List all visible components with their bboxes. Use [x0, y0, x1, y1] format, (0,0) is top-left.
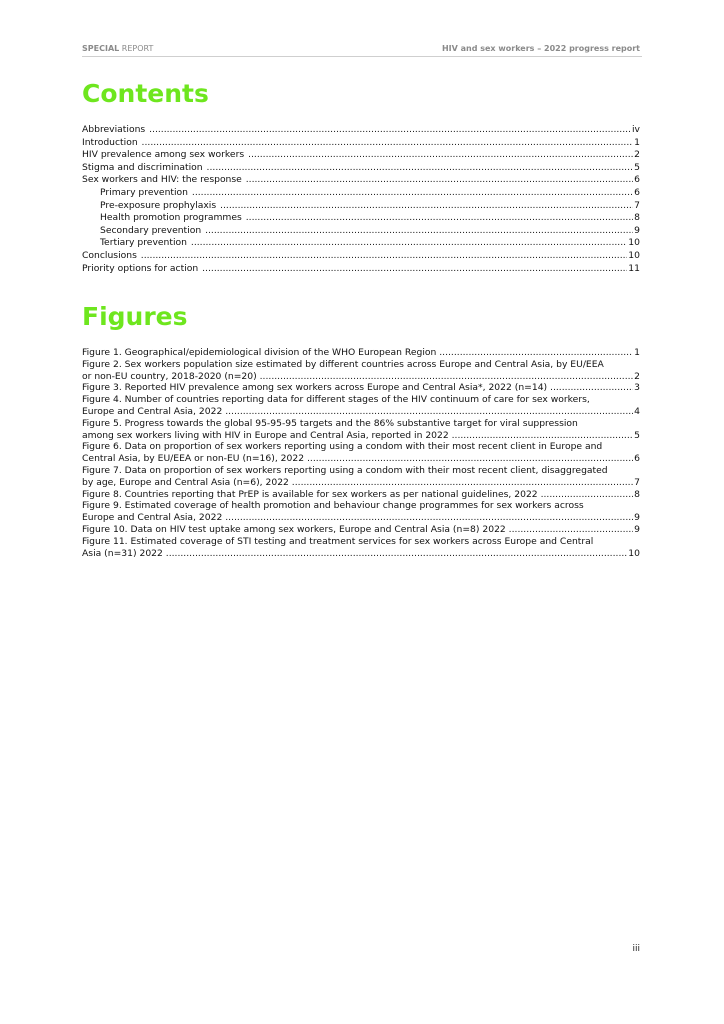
figure-entry[interactable]: Figure 8. Countries reporting that PrEP is available for sex workers as per national guidelines, 2022 8 .....: [82, 489, 640, 501]
toc-entry[interactable]: HIV prevalence among sex workers 2 .....: [82, 149, 640, 162]
figure-entry[interactable]: Figure 3. Reported HIV prevalence among sex workers across Europe and Central Asia*, 2022 (n=14) 3 .....: [82, 382, 640, 394]
figure-entry[interactable]: Figure 2. Sex workers population size estimated by different countries across Europe and Central Asia, by EU/EEA or non-EU country, 2018-2020 (n=20) 2 .....: [82, 359, 640, 383]
figure-entry[interactable]: Figure 4. Number of countries reporting data for different stages of the HIV continuum of care for sex workers, Europe and Central Asia, 2022 4 .....: [82, 394, 640, 418]
figure-entry[interactable]: Figure 6. Data on proportion of sex workers reporting using a condom with their most recent client in Europe and Central Asia, by EU/EEA or non-EU (n=16), 2022 6 .....: [82, 441, 640, 465]
toc-entry[interactable]: Priority options for action 11 .....: [82, 263, 640, 276]
figures-list: [82, 347, 640, 559]
figure-entry[interactable]: Figure 5. Progress towards the global 95-95-95 targets and the 86% substantive target for viral suppression among sex workers living with HIV in Europe and Central Asia, reported in 2022 5 .....: [82, 418, 640, 442]
figure-entry[interactable]: Figure 7. Data on proportion of sex workers reporting using a condom with their most recent client, disaggregated by age, Europe and Central Asia (n=6), 2022 7 .....: [82, 465, 640, 489]
figure-entry[interactable]: Figure 9. Estimated coverage of health promotion and behaviour change programmes for sex workers across Europe and Central Asia, 2022 9 .....: [82, 500, 640, 524]
toc-entry[interactable]: Conclusions 10 .....: [82, 250, 640, 263]
page-number: iii: [632, 944, 640, 954]
toc-subentry[interactable]: Primary prevention 6 .....: [82, 187, 640, 200]
toc-entry[interactable]: Introduction 1 .....: [82, 137, 640, 150]
toc-subentry[interactable]: Tertiary prevention 10 .....: [82, 237, 640, 250]
figure-entry[interactable]: Figure 10. Data on HIV test uptake among sex workers, Europe and Central Asia (n=8) 2022 9 .....: [82, 524, 640, 536]
running-header: [82, 44, 642, 57]
toc-subentry[interactable]: Pre-exposure prophylaxis 7 .....: [82, 200, 640, 213]
figure-entry[interactable]: Figure 1. Geographical/epidemiological division of the WHO European Region 1 .....: [82, 347, 640, 359]
contents-heading: Contents: [82, 79, 209, 108]
header-report-type: SPECIAL REPORT: [82, 44, 154, 53]
toc-entry[interactable]: Sex workers and HIV: the response 6 .....: [82, 174, 640, 187]
toc-subentry[interactable]: Secondary prevention 9 .....: [82, 225, 640, 238]
toc-subentry[interactable]: Health promotion programmes 8 .....: [82, 212, 640, 225]
toc-entry[interactable]: Stigma and discrimination 5 .....: [82, 162, 640, 175]
figures-heading: Figures: [82, 302, 188, 331]
figure-entry[interactable]: Figure 11. Estimated coverage of STI testing and treatment services for sex workers across Europe and Central Asia (n=31) 2022 10 .....: [82, 536, 640, 560]
header-report-title: HIV and sex workers – 2022 progress report: [441, 44, 640, 53]
contents-list: [82, 124, 640, 275]
toc-entry[interactable]: Abbreviations iv .....: [82, 124, 640, 137]
